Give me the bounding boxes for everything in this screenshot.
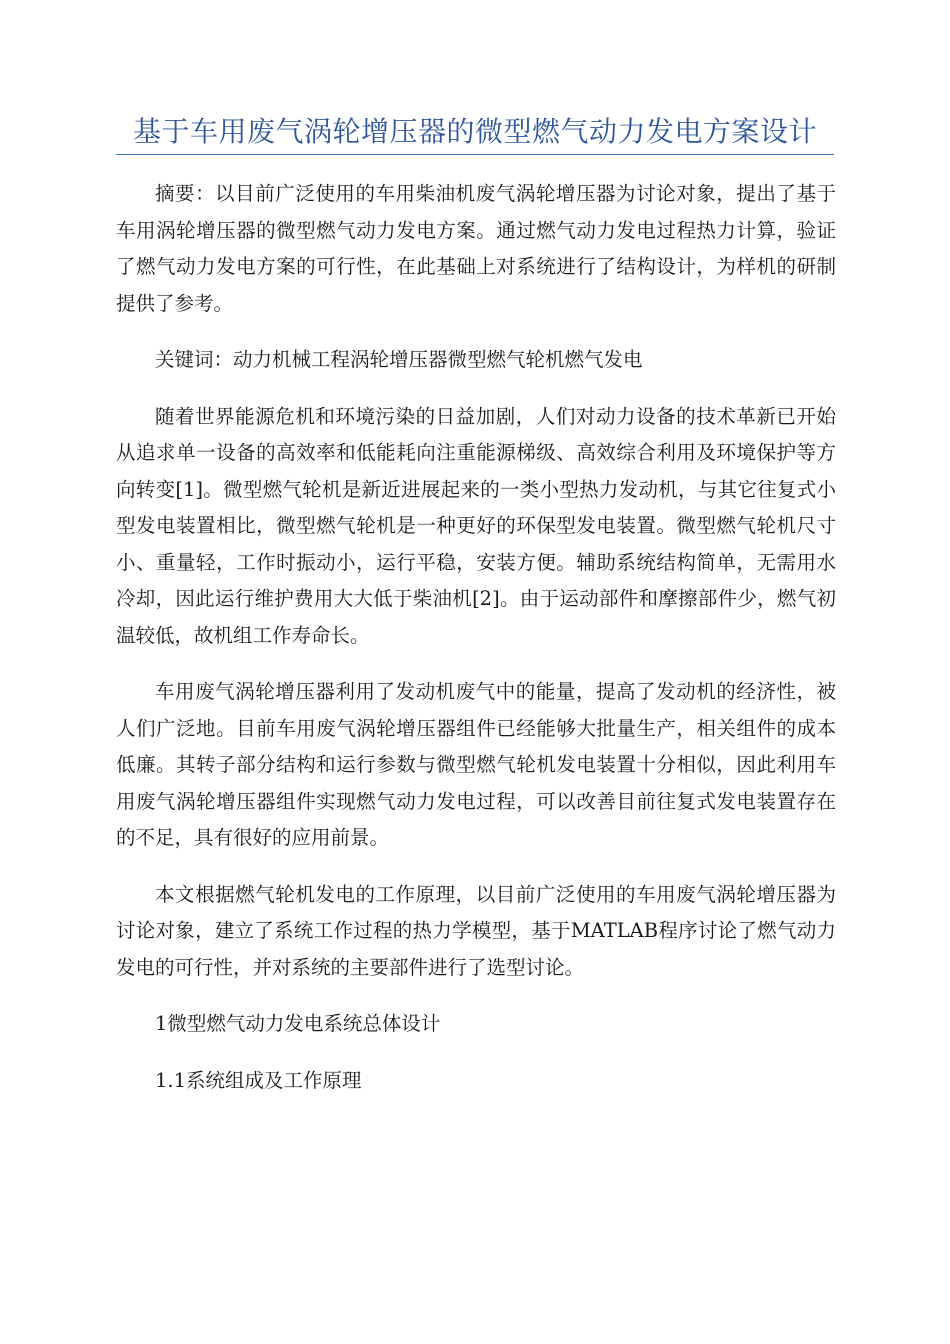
intro-paragraph-3: 本文根据燃气轮机发电的工作原理，以目前广泛使用的车用废气涡轮增压器为讨论对象，建立了系统工作过程的热力学模型，基于MATLAB程序讨论了燃气动力发电的可行性，并对系统的主要部件进行了选型讨论。: [116, 882, 836, 979]
keywords-paragraph: 关键词：动力机械工程涡轮增压器微型燃气轮机燃气发电: [155, 348, 643, 371]
intro-paragraph-2: 车用废气涡轮增压器利用了发动机废气中的能量，提高了发动机的经济性，被人们广泛地。目前车用废气涡轮增压器组件已经能够大批量生产，相关组件的成本低廉。其转子部分结构和运行参数与微型燃气轮机发电装置十分相似，因此利用车用废气涡轮增压器组件实现燃气动力发电过程，可以改善目前往复式发电装置存在的不足，具有很好的应用前景。: [116, 680, 836, 849]
section-heading-1: 1微型燃气动力发电系统总体设计: [155, 1012, 441, 1035]
section-heading-1-1: 1.1系统组成及工作原理: [155, 1068, 362, 1092]
abstract-paragraph: 摘要：以目前广泛使用的车用柴油机废气涡轮增压器为讨论对象，提出了基于车用涡轮增压器的微型燃气动力发电方案。通过燃气动力发电过程热力计算，验证了燃气动力发电方案的可行性，在此基础上对系统进行了结构设计，为样机的研制提供了参考。: [116, 182, 836, 315]
document-body: [116, 176, 836, 1119]
title-underline: [116, 154, 834, 155]
intro-paragraph-1: 随着世界能源危机和环境污染的日益加剧，人们对动力设备的技术革新已开始从追求单一设备的高效率和低能耗向注重能源梯级、高效综合利用及环境保护等方向转变[1]。微型燃气轮机是新近进展起来的一类小型热力发动机，与其它往复式小型发电装置相比，微型燃气轮机是一种更好的环保型发电装置。微型燃气轮机尺寸小、重量轻，工作时振动小，运行平稳，安装方便。辅助系统结构简单，无需用水冷却，因此运行维护费用大大低于柴油机[2]。由于运动部件和摩擦部件少，燃气初温较低，故机组工作寿命长。: [116, 404, 836, 647]
document-title: 基于车用废气涡轮增压器的微型燃气动力发电方案设计: [132, 115, 817, 148]
